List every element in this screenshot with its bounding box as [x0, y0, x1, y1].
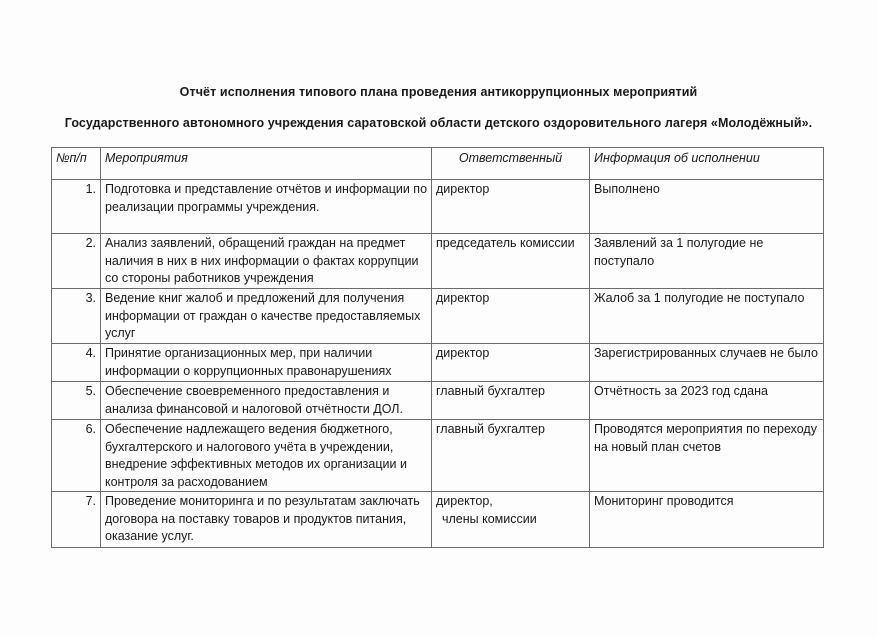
event-cell: Подготовка и представление отчётов и информации по реализации программы учреждения.: [101, 180, 432, 234]
responsible-cell: директор: [432, 289, 590, 344]
event-cell: Принятие организационных мер, при наличии информации о коррупционных правонарушениях: [101, 344, 432, 382]
table-row: [52, 234, 824, 289]
responsible-line-2: члены комиссии: [442, 511, 537, 526]
event-cell: Проведение мониторинга и по результатам заключать договора на поставку товаров и продуктов питания, оказание услуг.: [101, 492, 432, 548]
responsible-cell: главный бухгалтер: [432, 382, 590, 420]
event-cell: Анализ заявлений, обращений граждан на предмет наличия в них в них информации о фактах коррупции со стороны работников учреждения: [101, 234, 432, 289]
column-header-info: Информация об исполнении: [590, 148, 824, 180]
anticorruption-plan-table: [51, 147, 824, 548]
event-cell: Ведение книг жалоб и предложений для получения информации от граждан о качестве предоставляемых услуг: [101, 289, 432, 344]
table-header-row: [52, 148, 824, 180]
responsible-cell: председатель комиссии: [432, 234, 590, 289]
info-cell: Зарегистрированных случаев не было: [590, 344, 824, 382]
row-number: 2.: [52, 234, 101, 289]
document-title: Отчёт исполнения типового плана проведения антикоррупционных мероприятий: [179, 85, 698, 99]
row-number: 3.: [52, 289, 101, 344]
info-cell: Отчётность за 2023 год сдана: [590, 382, 824, 420]
responsible-line-1: директор,: [436, 494, 493, 508]
event-cell: Обеспечение надлежащего ведения бюджетного, бухгалтерского и налогового учёта в учреждении, внедрение эффективных методов их организации и контроля за расходованием: [101, 420, 432, 492]
info-cell: Мониторинг проводится: [590, 492, 824, 548]
row-number: 6.: [52, 420, 101, 492]
info-cell: Жалоб за 1 полугодие не поступало: [590, 289, 824, 344]
column-header-number: №п/п: [52, 148, 101, 180]
info-cell: Выполнено: [590, 180, 824, 234]
column-header-event: Мероприятия: [101, 148, 432, 180]
row-number: 1.: [52, 180, 101, 234]
info-cell: Проводятся мероприятия по переходу на новый план счетов: [590, 420, 824, 492]
table-row: [52, 180, 824, 234]
table-row: [52, 344, 824, 382]
responsible-cell: директор: [432, 344, 590, 382]
document-subtitle: Государственного автономного учреждения саратовской области детского оздоровительного лагеря «Молодёжный».: [64, 116, 813, 130]
responsible-cell: [432, 492, 590, 548]
info-cell: Заявлений за 1 полугодие не поступало: [590, 234, 824, 289]
row-number: 5.: [52, 382, 101, 420]
event-cell: Обеспечение своевременного предоставления и анализа финансовой и налоговой отчётности ДОЛ.: [101, 382, 432, 420]
responsible-cell: директор: [432, 180, 590, 234]
table-row: [52, 492, 824, 548]
row-number: 4.: [52, 344, 101, 382]
column-header-responsible: Ответственный: [432, 148, 590, 180]
table-row: [52, 382, 824, 420]
responsible-cell: главный бухгалтер: [432, 420, 590, 492]
table-row: [52, 289, 824, 344]
row-number: 7.: [52, 492, 101, 548]
table-row: [52, 420, 824, 492]
